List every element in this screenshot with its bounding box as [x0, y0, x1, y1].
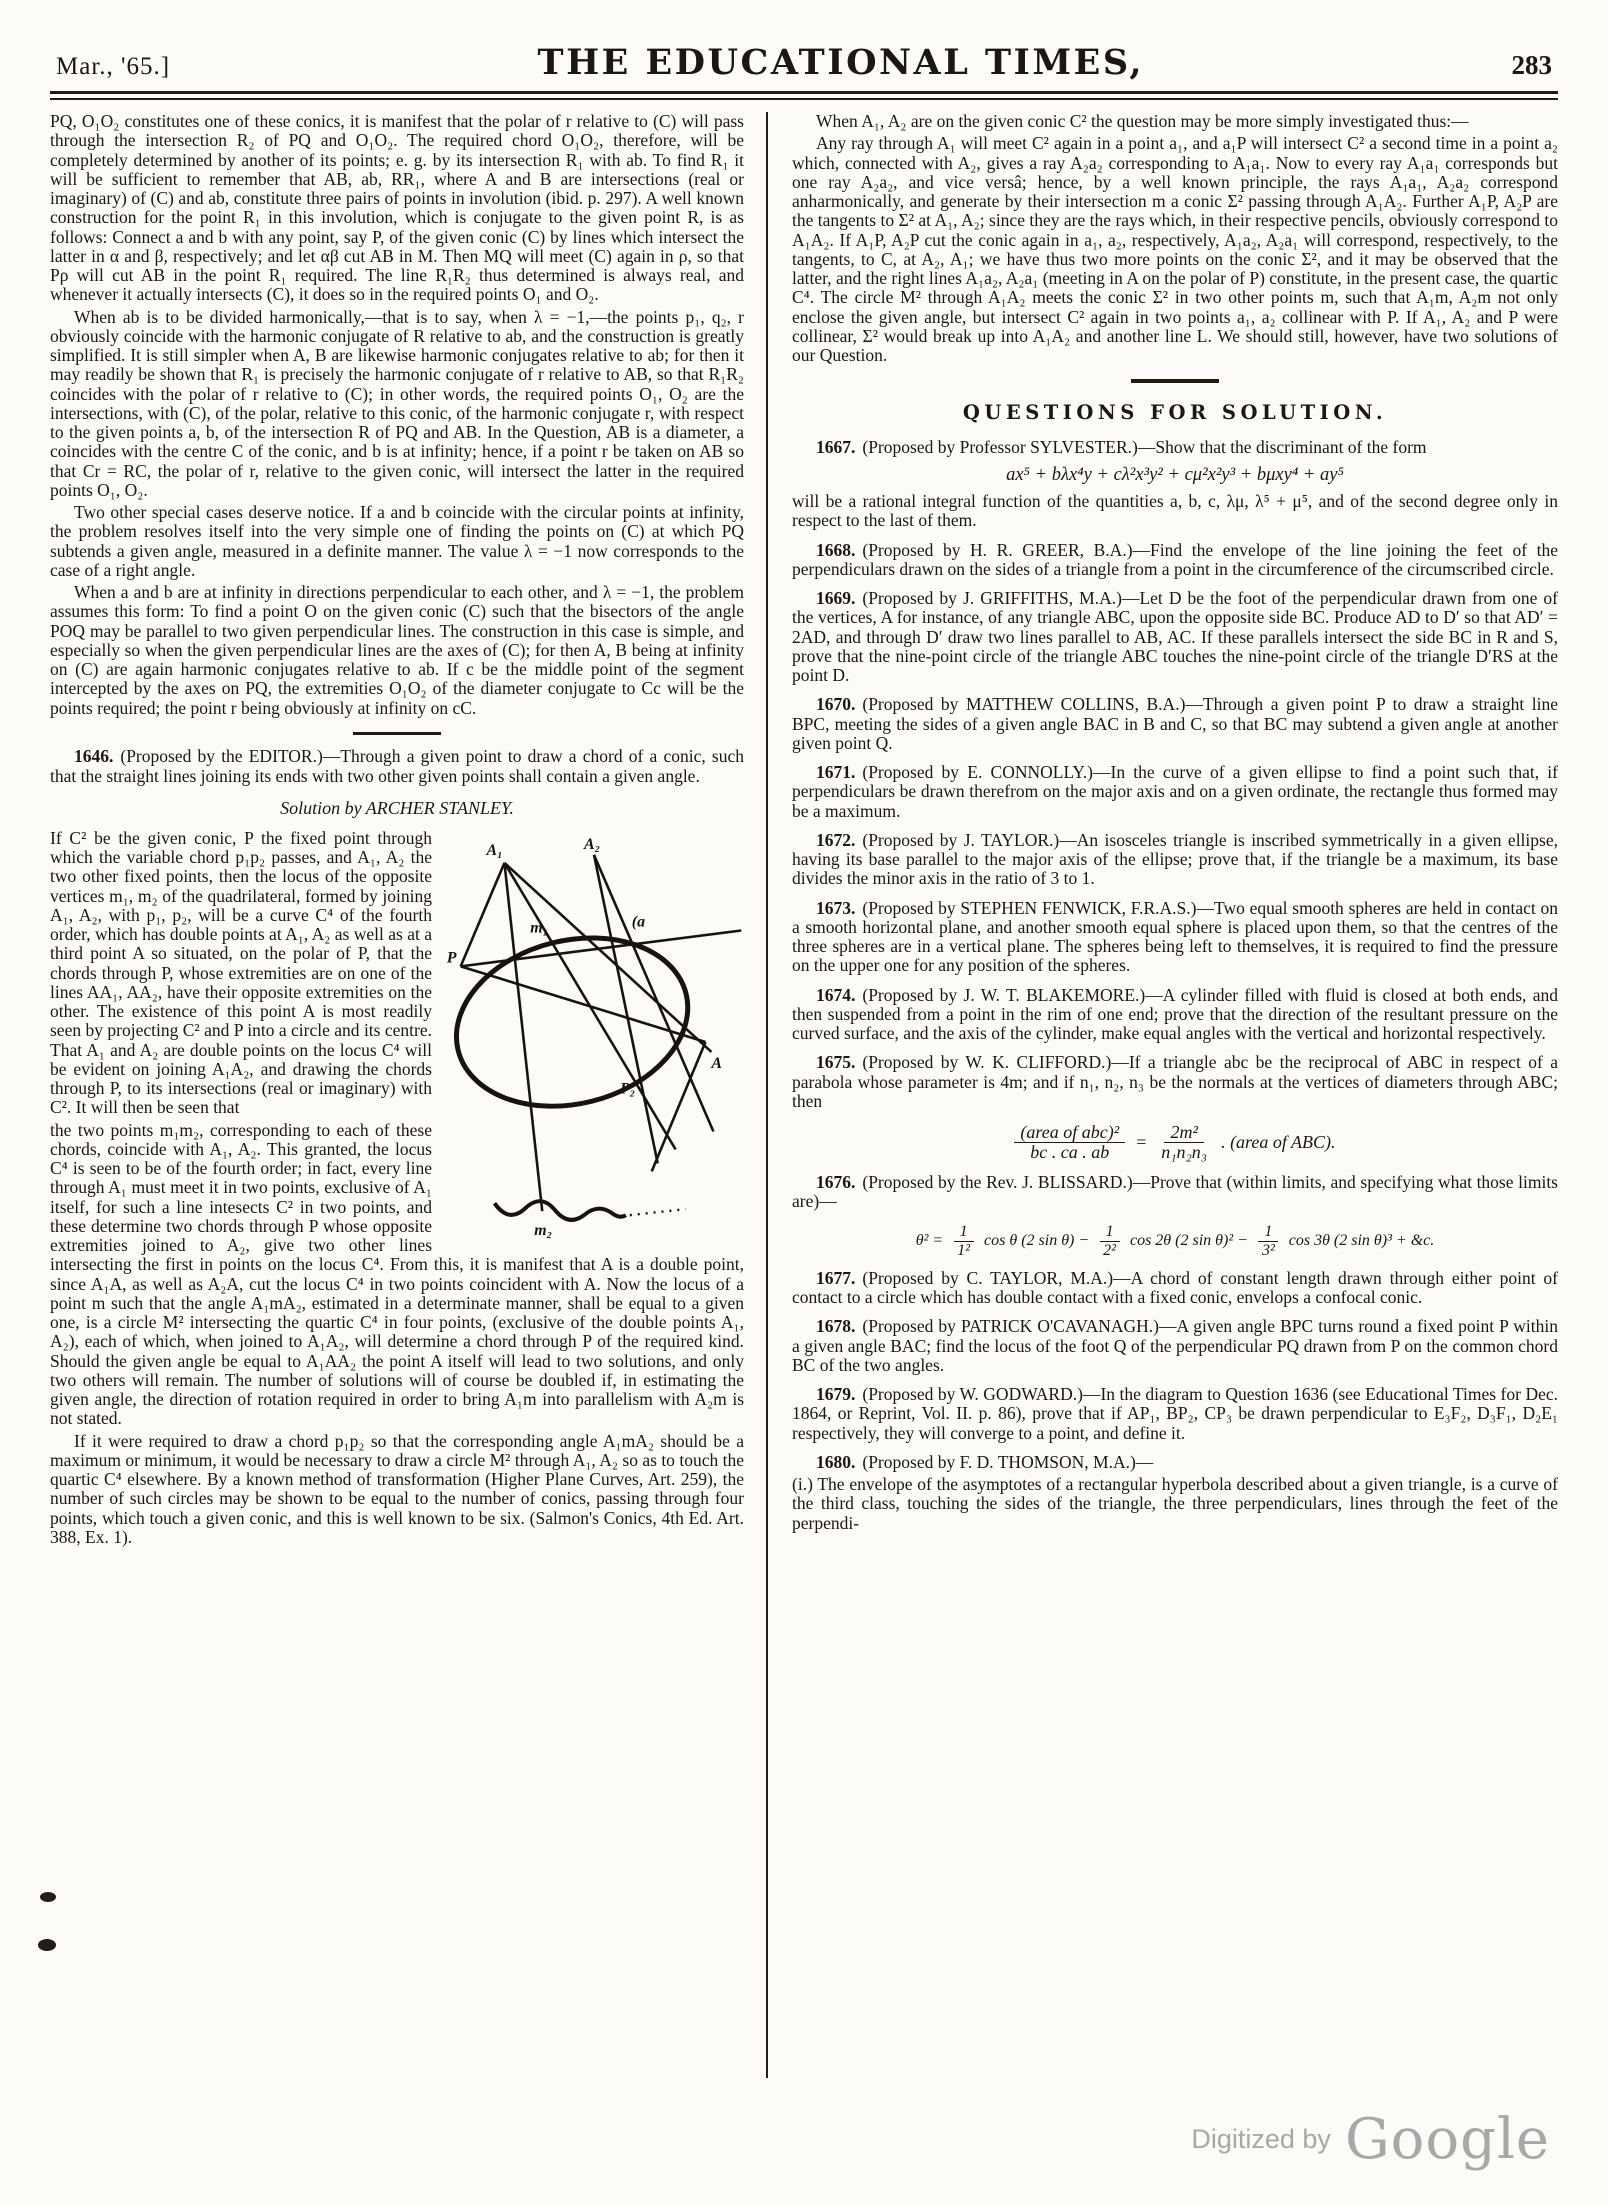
paragraph: Two other special cases deserve notice. If a and b coincide with the circular points at infinity, the problem resolves itself into the very simple one of finding the points on (C) at which PQ subtends a given angle, measured in a definite manner. The value λ = −1 now corresponds to the case of a right angle. — [50, 502, 744, 580]
figure-label-a: (a — [631, 913, 646, 931]
question-1674 — [792, 986, 1558, 1044]
figure-label-A1: A₁ — [486, 841, 503, 859]
question-number: 1678. — [816, 1316, 856, 1337]
fraction-denominator: n₁n₂n₃ — [1161, 1142, 1208, 1163]
conic-figure — [444, 833, 744, 1241]
question-1646 — [50, 747, 744, 786]
figure-label-m2: m₂ — [534, 1221, 553, 1239]
figure-label-A: A — [711, 1054, 723, 1072]
figure-line — [594, 855, 658, 1163]
quartic-curve — [494, 1201, 625, 1220]
figure-line — [594, 855, 713, 1132]
formula-1675 — [792, 1123, 1558, 1163]
question-1677 — [792, 1269, 1558, 1308]
header-rule — [50, 91, 1558, 100]
fraction — [1099, 1223, 1120, 1259]
fraction-numerator: 1 — [1258, 1223, 1278, 1241]
formula-lhs: θ² = — [915, 1232, 944, 1250]
fraction-denominator: 2² — [1103, 1241, 1116, 1259]
question-number: 1680. — [816, 1451, 856, 1472]
question-number: 1646. — [74, 746, 114, 767]
question-1671 — [792, 763, 1558, 821]
question-1675 — [792, 1053, 1558, 1111]
question-number: 1673. — [816, 897, 856, 918]
question-number: 1671. — [816, 762, 856, 782]
question-text: (Proposed by MATTHEW COLLINS, B.A.)—Through a given point P to draw a straight line BPC, meeting the sides of a given angle BAC in B and C, so that BC may subtend a given angle at another given point Q. — [792, 694, 1558, 753]
figure-label-P: P — [446, 949, 457, 967]
paragraph: PQ, O₁O₂ constitutes one of these conics, it is manifest that the polar of r relative to (C) will pass through the intersection R₂ of PQ and O₁O₂. The required chord O₁O₂, therefore, will be completely determined by another of its points; e. g. by its intersection R₁ with ab. To find R₁ it will be sufficient to remember that AB, ab, RR₁, where A and B are intersections (real or imaginary) of (C) and ab, constitute three pairs of points in involution (ibid. p. 297). A well known construction for the point R₁ in this involution, which is conjugate to the given point R, is as follows: Connect a and b with any point, say P, of the given conic (C) by lines which intersect the latter in α and β, respectively; and let αβ cut AB in M. Then MQ will meet (C) again in ρ, so that Pρ will cut AB in the point R₁ required. The line R₁R₂ thus determined is always real, and whenever it actually intersects (C), it does so in the required points O₁ and O₂. — [50, 111, 744, 305]
formula-term: cos 3θ (2 sin θ)³ + &c. — [1288, 1232, 1435, 1250]
question-number: 1669. — [816, 588, 856, 608]
figure-line — [461, 863, 505, 966]
question-number: 1677. — [816, 1267, 856, 1288]
watermark-prefix: Digitized by — [1191, 2124, 1331, 2154]
question-1667 — [792, 438, 1558, 457]
fraction — [1258, 1223, 1279, 1259]
question-1668 — [792, 541, 1558, 580]
question-text: (Proposed by C. TAYLOR, M.A.)—A chord of constant length drawn through either point of contact to a circle which has double contact with a fixed conic, envelops a confocal conic. — [792, 1267, 1558, 1308]
question-1670 — [792, 695, 1558, 753]
question-text: (Proposed by J. TAYLOR.)—An isosceles triangle is inscribed symmetrically in a given ellipse, having its base parallel to the major axis of the ellipse; prove that, if the triangle be a maximum, its base divides the minor axis in the ratio of 3 to 1. — [792, 829, 1558, 889]
issue-date: Mar., '65.] — [56, 53, 171, 80]
question-number: 1668. — [816, 539, 856, 560]
question-text: (Proposed by J. W. T. BLAKEMORE.)—A cylinder filled with fluid is closed at both ends, and then suspended from a point in the rim of one end; prove that the direction of the resultant pressure on the curved surface, and the axis of the cylinder, make equal angles with the vertical and horizontal respectively. — [792, 984, 1558, 1043]
equals-sign: = — [1135, 1132, 1148, 1153]
question-text: (Proposed by F. D. THOMSON, M.A.)— — [862, 1451, 1154, 1472]
fraction-numerator: 1 — [954, 1223, 974, 1241]
columns — [0, 100, 1608, 2078]
formula-1667: ax⁵ + bλx⁴y + cλ²x³y² + cμ²x²y³ + bμxy⁴ + ay⁵ — [1006, 465, 1344, 485]
paragraph: When a and b are at infinity in directions perpendicular to each other, and λ = −1, the problem assumes this form: To find a point O on the given conic (C) such that the bisectors of the angle POQ may be parallel to two given perpendicular lines. The construction in this case is simple, and especially so when the given perpendicular lines are the axes of (C); for then A, B being at infinity on (C) are again harmonic conjugates relative to ab. If c be the middle point of the segment intercepted by the axes on PQ, the extremities O₁O₂ of the diameter conjugate to Cc will be the points required; the point r being obviously at infinity on cC. — [50, 582, 744, 718]
fraction-denominator: bc . ca . ab — [1030, 1142, 1110, 1163]
question-text: (Proposed by W. GODWARD.)—In the diagram to Question 1636 (see Educational Times for Dec. 1864, or Reprint, Vol. II. p. 86), prove that if AP₁, BP₂, CP₃ be drawn perpendicular to E₃F₂, D₃F₁, D₂E₁ respectively, they will converge to a point, and define it. — [792, 1384, 1558, 1443]
question-text: (Proposed by STEPHEN FENWICK, F.R.A.S.)—Two equal smooth spheres are held in contact on a smooth horizontal plane, and another smooth equal sphere is placed upon them, so that the centres of the three spheres are in a vertical plane. The spheres being left to themselves, it is required to find the pressure on the upper one for any position of the spheres. — [792, 897, 1558, 976]
figure-label-A2: A₂ — [584, 835, 601, 853]
formula-1676 — [792, 1223, 1558, 1259]
question-number: 1679. — [816, 1384, 856, 1405]
question-1678 — [792, 1317, 1558, 1375]
formula-term: cos 2θ (2 sin θ)² − — [1129, 1232, 1248, 1250]
question-text: (Proposed by Professor SYLVESTER.)—Show that the discriminant of the form — [862, 436, 1427, 457]
solution-paragraph: the two points m₁m₂, corresponding to each of these chords, coincide with A₁, A₂. This granted, the locus C⁴ is seen to be of the fourth order; in fact, every line through A₁ must meet it in two points, exclusive of A₁ itself, for such a line intesects C² in two points, and these determine two chords through P whose opposite extremities joined to A₂, give two other lines intersecting the first in points on the locus C⁴. From this, it is manifest that A is a double point, since A₁A, as well as A₂A, cut the locus C⁴ in two points coincident with A. Now the locus of a point m such that the angle A₁mA₂, estimated in a determinate manner, shall be equal to a given one, is a circle M² intersecting the quartic C⁴ in four points, (exclusive of the double points A₁, A₂), each of which, when joined to A₁A₂, will determine a chord through P of the required kind. Should the given angle be equal to A₁AA₂ the point A itself will lead to two solutions, and only two others will remain. The number of solutions will of course be doubled if, in estimating the given angle, the direction of rotation required in order to bring A₁m into parallelism with A₂m is not stated. — [50, 1119, 744, 1429]
dotted-line — [630, 1209, 686, 1215]
solution-paragraph — [50, 827, 744, 1239]
question-text: (Proposed by J. GRIFFITHS, M.A.)—Let D be the foot of the perpendicular drawn from one of the vertices, A for instance, of any triangle ABC, upon the opposite side BC. Produce AD to D′ so that AD′ = 2AD, and through D′ draw two lines parallel to AB, AC. If these parallels intersect the side BC in R and S, prove that the nine-point circle of the triangle ABC touches the nine-point circle of the triangle D′RS at the point D. — [792, 588, 1558, 685]
journal-title: THE EDUCATIONAL TIMES, — [537, 42, 1145, 83]
fraction-numerator: (area of abc)² — [1014, 1123, 1125, 1143]
question-1679 — [792, 1385, 1558, 1443]
question-text: (Proposed by H. R. GREER, B.A.)—Find the envelope of the line joining the feet of the perpendiculars drawn on the sides of a triangle from a point in the circumference of the circumscribed circle. — [792, 539, 1558, 579]
question-1672 — [792, 831, 1558, 889]
question-number: 1667. — [816, 436, 856, 457]
figure-label-m1: m₁ — [530, 919, 549, 937]
page-header — [0, 0, 1608, 91]
fraction — [1014, 1123, 1125, 1163]
fraction-numerator: 2m² — [1164, 1123, 1203, 1143]
fraction-denominator: 3² — [1261, 1241, 1275, 1259]
solution-text: If C² be the given conic, P the fixed point through which the variable chord p₁p₂ passes, and A₁, A₂ the two other fixed points, then the locus of the opposite vertices m₁, m₂ of the quadrilateral, formed by joining A₁, A₂, with p₁, p₂, will be a curve C⁴ of the fourth order, which has double points at A₁, A₂ as well as at a third point A so situated, on the polar of P, that the chords through P, whose extremities are on one of the lines AA₁, AA₂, have their opposite extremities on the other. The existence of this point A is most readily seen by projecting C² and P into a circle and its centre. That A₁ and A₂ are double points on the locus C⁴ will be evident on joining A₁A₂, and drawing the chords through P, to its intersections (real or imaginary) with C². It will then be seen that — [50, 827, 432, 1118]
question-text: (Proposed by PATRICK O'CAVANAGH.)—A given angle BPC turns round a fixed point P within a given angle BAC; find the locus of the foot Q of the perpendicular PQ drawn from P on the common chord BC of the two angles. — [792, 1316, 1558, 1375]
question-1680 — [792, 1453, 1558, 1472]
question-1680-item-i: (i.) The envelope of the asymptotes of a rectangular hyperbola described about a given triangle, is a curve of the third class, touching the sides of the triangle, the three perpendiculars, lines through the feet of the perpendi- — [792, 1474, 1558, 1533]
question-number: 1670. — [816, 694, 856, 715]
question-number: 1675. — [816, 1052, 856, 1073]
question-text: (Proposed by the EDITOR.)—Through a given point to draw a chord of a conic, such that the straight lines joining its ends with two other given points shall contain a given angle. — [50, 746, 744, 786]
section-separator — [1131, 379, 1219, 383]
question-text: (Proposed by E. CONNOLLY.)—In the curve of a given ellipse to find a point such that, if perpendiculars be drawn therefrom on the major axis and on a given ordinate, the rectangle thus formed may be a maximum. — [792, 762, 1558, 821]
left-column — [50, 112, 766, 2078]
right-column — [768, 112, 1558, 2078]
fraction-denominator: 1² — [957, 1241, 970, 1259]
google-logo: Google — [1344, 2107, 1550, 2172]
section-heading: QUESTIONS FOR SOLUTION. — [962, 400, 1388, 424]
formula-term: cos θ (2 sin θ) − — [984, 1232, 1090, 1250]
section-separator — [353, 732, 441, 736]
solution-paragraph: If it were required to draw a chord p₁p₂ so that the corresponding angle A₁mA₂ should be a maximum or minimum, it would be necessary to draw a circle M² through A₁, A₂ so as to touch the quartic C⁴ elsewhere. By a known method of transformation (Higher Plane Curves, Art. 259), the number of such circles may be shown to be equal to the number of conics, passing through four points, which touch a given conic, and this is well known to be six. (Salmon's Conics, 4th Ed. Art. 388, Ex. 1). — [50, 1430, 744, 1547]
paragraph: When A₁, A₂ are on the given conic C² the question may be more simply investigated thus:— — [816, 111, 1469, 131]
question-text: (Proposed by W. K. CLIFFORD.)—If a triangle abc be the reciprocal of ABC in respect of a parabola whose parameter is 4m; and if n₁, n₂, n₃ be the normals at the vertices of diameters through ABC; then — [792, 1052, 1558, 1111]
question-number: 1676. — [816, 1171, 856, 1192]
question-number: 1674. — [816, 984, 856, 1005]
ink-blot — [40, 1892, 56, 1902]
question-text: (Proposed by the Rev. J. BLISSARD.)—Prove that (within limits, and specifying what those limits are)— — [792, 1171, 1558, 1212]
question-number: 1672. — [816, 829, 856, 850]
geometry-diagram — [444, 833, 744, 1241]
page-number: 283 — [1511, 50, 1552, 80]
question-1673 — [792, 899, 1558, 976]
fraction — [953, 1223, 974, 1259]
fraction — [1157, 1123, 1211, 1163]
question-text-after: will be a rational integral function of the quantities a, b, c, λμ, λ⁵ + μ⁵, and of the second degree only in respect to the last of them. — [792, 491, 1558, 531]
question-1676 — [792, 1173, 1558, 1212]
fraction-numerator: 1 — [1100, 1223, 1120, 1241]
solution-heading: Solution by ARCHER STANLEY. — [280, 797, 514, 818]
google-watermark — [1191, 2107, 1550, 2172]
ink-blot — [38, 1939, 56, 1951]
figure-line — [461, 966, 706, 1042]
question-1669 — [792, 589, 1558, 685]
paragraph: Any ray through A₁ will meet C² again in a point a₁, and a₁P will intersect C² a second time in a point a₂ which, connected with A₂, gives a ray A₂a₂ corresponding to A₁a₁. Now to every ray A₁a₁ corresponds but one ray A₂a₂, and vice versâ; hence, by a well known principle, the rays A₁a₁, A₂a₂ correspond anharmonically, and generate by their intersection m a conic Σ² passing through A₁A₂. Further A₁P, A₂P are the tangents to Σ² at A₁, A₂; since they are the rays which, in their respective pencils, obviously correspond to A₁A₂. If A₁P, A₂P cut the conic again in a₁, a₂, respectively, A₁a₂, A₂a₁ will correspond, respectively, to the tangents, to C, at A₂, A₁; we have thus two more points on the conic Σ², and it may be observed that the latter, and the right lines A₁a₂, A₂a₁ (meeting in A on the polar of P) constitute, in the present case, the quartic C⁴. The circle M² through A₁A₂ meets the conic Σ² in two other points m, such that A₁m, A₂m not only enclose the given angle, but intersect C² again in two points a₁, a₂ collinear with P. If A₁, A₂ and P were collinear, Σ² would break up into A₁A₂ and another line L. We should still, however, have two solutions of our Question. — [792, 133, 1558, 365]
formula-suffix: . (area of ABC). — [1221, 1132, 1336, 1153]
figure-label-P2: P₂ — [619, 1080, 636, 1098]
paragraph: When ab is to be divided harmonically,—that is to say, when λ = −1,—the points p₁, q₂, r obviously coincide with the harmonic conjugate of R relative to ab, and the construction is greatly simplified. It is still simpler when A, B are likewise harmonic conjugates relative to ab; for then it may readily be shown that R₁ is precisely the harmonic conjugate of r relative to AB, so that R₁R₂ coincides with the polar of r relative to (C); in other words, the required points O₁, O₂ are the intersections, with (C), of the polar, relative to this conic, of the harmonic conjugate r, with respect to the given points a, b, of the intersection R of PQ and AB. In the Question, AB is a diameter, a coincides with the centre C of the conic, and b is at infinity; hence, if a point r be taken on AB so that Cr = RC, the polar of r, relative to the given conic, will intersect the latter in the required points O₁, O₂. — [50, 306, 744, 500]
figure-line — [652, 1042, 706, 1171]
